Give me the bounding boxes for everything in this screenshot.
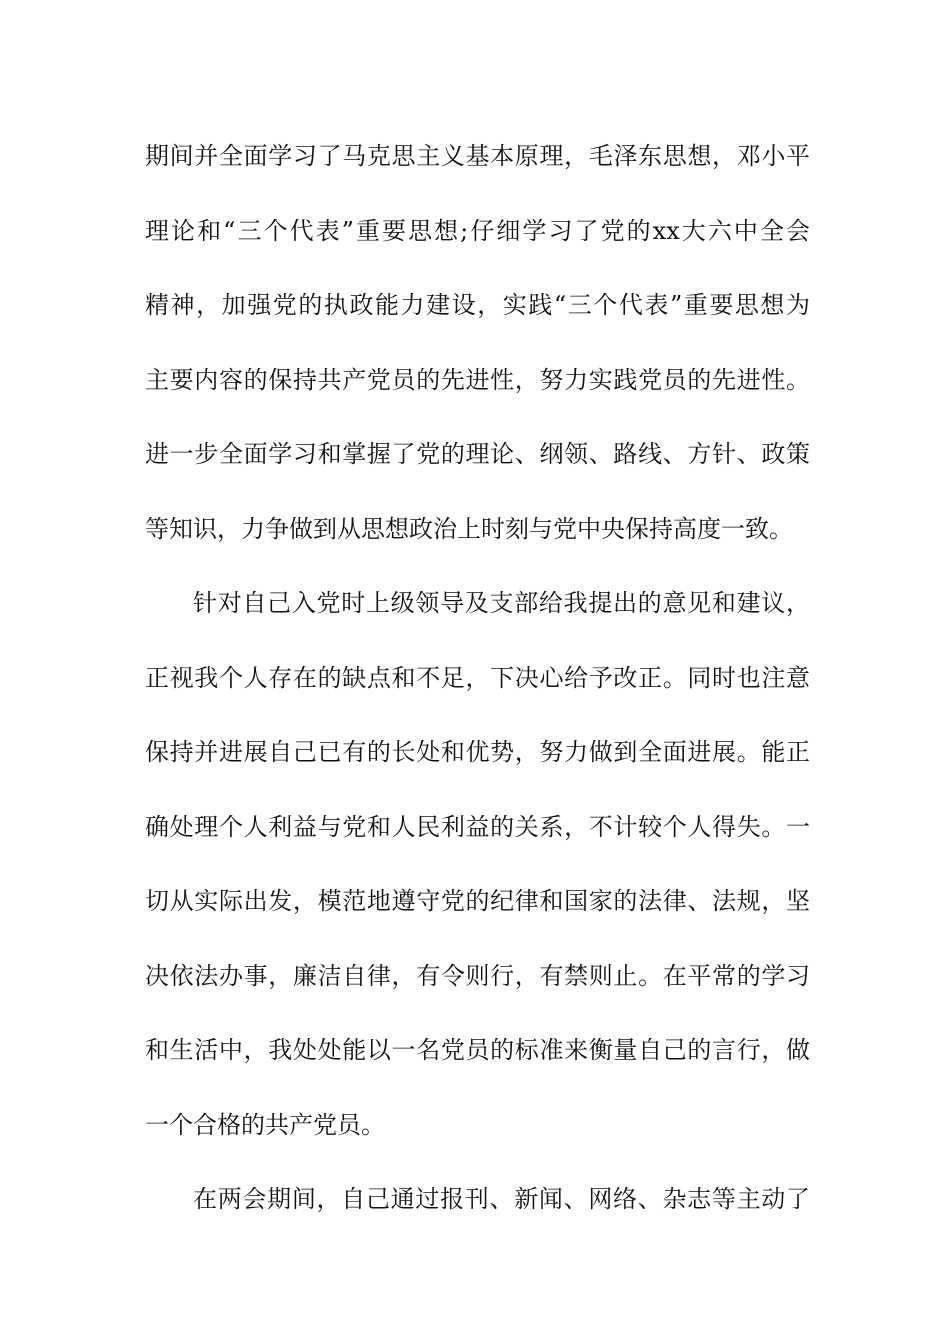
- text-line: 切从实际出发，模范地遵守党的纪律和国家的法律、法规，坚: [145, 887, 810, 915]
- paragraph-start-line: 针对自己入党时上级领导及支部给我提出的意见和建议，: [193, 589, 810, 617]
- text-line: 理论和“三个代表”重要思想;仔细学习了党的xx大六中全会: [145, 216, 810, 245]
- text-line: 进一步全面学习和掌握了党的理论、纲领、路线、方针、政策: [145, 440, 810, 468]
- text-line: 和生活中，我处处能以一名党员的标准来衡量自己的言行，做: [145, 1036, 810, 1064]
- paragraph-start-line: 在两会期间，自己通过报刊、新闻、网络、杂志等主动了: [193, 1185, 810, 1213]
- text-line: 精神，加强党的执政能力建设，实践“三个代表”重要思想为: [145, 291, 810, 319]
- text-line: 正视我个人存在的缺点和不足，下决心给予改正。同时也注意: [145, 663, 810, 692]
- text-line: 期间并全面学习了马克思主义基本原理，毛泽东思想，邓小平: [145, 142, 810, 170]
- text-line: 等知识，力争做到从思想政治上时刻与党中央保持高度一致。: [145, 514, 793, 543]
- text-line: 主要内容的保持共产党员的先进性，努力实践党员的先进性。: [145, 365, 810, 394]
- text-line: 保持并进展自己已有的长处和优势，努力做到全面进展。能正: [145, 738, 810, 766]
- text-line: 确处理个人利益与党和人民利益的关系，不计较个人得失。一: [145, 812, 810, 841]
- text-line: 决依法办事，廉洁自律，有令则行，有禁则止。在平常的学习: [145, 961, 810, 990]
- document-body: [145, 130, 810, 1248]
- text-line: 一个合格的共产党员。: [145, 1110, 385, 1139]
